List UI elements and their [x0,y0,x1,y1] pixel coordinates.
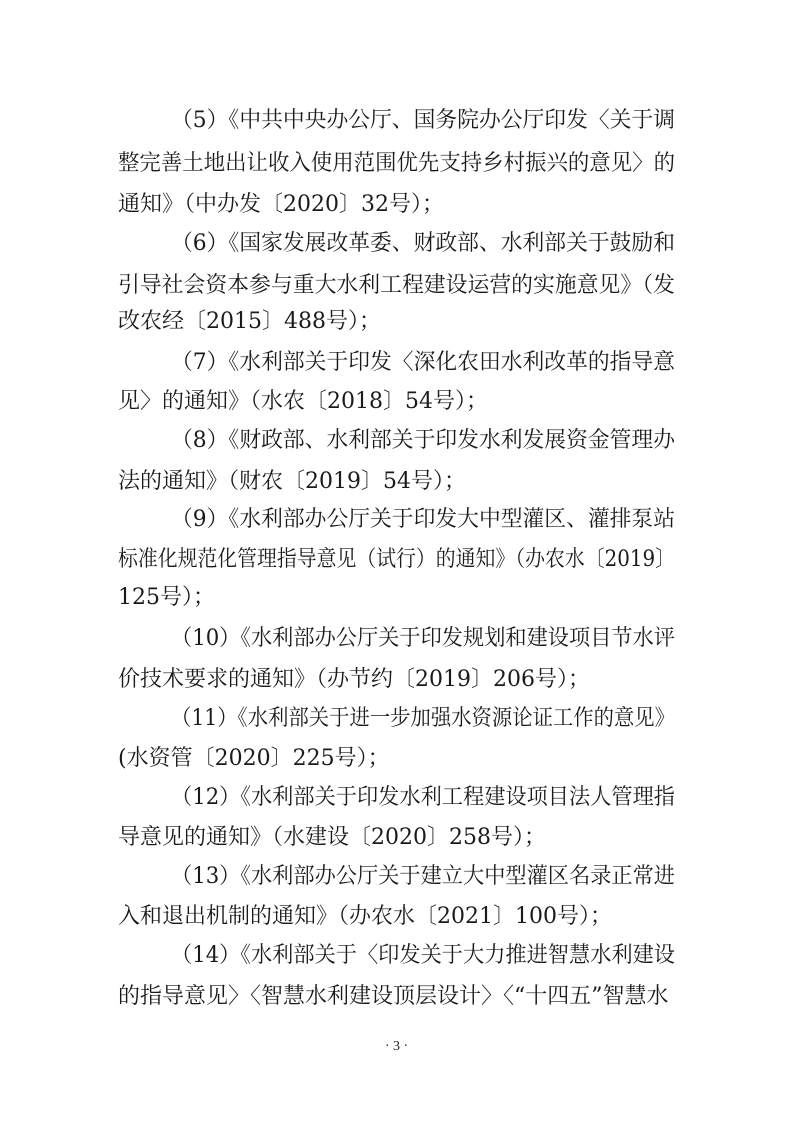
text-line-1 [0,101,793,141]
text-line-8 [0,382,793,422]
text-line-20 [0,857,793,897]
text-line: 改农经〔2015〕488号）； [118,309,381,334]
text-line-5 [0,266,793,306]
text-line-23 [0,977,793,1017]
text-line-22 [0,936,793,976]
text-line: （14）《水利部关于〈印发关于大力推进智慧水利建设 [171,943,675,968]
text-line: （10）《水利部办公厅关于印发规划和建设项目节水评 [171,626,675,651]
text-line: （9）《水利部办公厅关于印发大中型灌区、灌排泵站 [171,507,675,532]
text-line: 见〉的通知》（水农〔2018〕54号）； [118,389,488,414]
text-line: 的指导意见〉〈智慧水利建设顶层设计〉〈“十四五”智慧水 [118,984,669,1009]
text-line-19 [0,818,793,858]
text-line-14 [0,619,793,659]
text-line: （12）《水利部关于印发水利工程建设项目法人管理指 [171,785,675,810]
text-line: 标准化规范化管理指导意见（试行）的通知》（办农水〔2019〕 [118,547,675,572]
text-line: （6）《国家发展改革委、财政部、水利部关于鼓励和 [171,231,675,256]
text-line: 价技术要求的通知》（办节约〔2019〕206号）； [118,667,590,692]
text-line-2 [0,144,793,184]
text-line-13 [0,578,793,618]
text-line-16 [0,699,793,739]
text-line: 通知》（中办发〔2020〕32号）； [118,192,444,217]
text-line: 法的通知》（财农〔2019〕54号）； [118,469,466,494]
text-line: （13）《水利部办公厅关于建立大中型灌区名录正常进 [171,864,675,889]
text-line: （5）《中共中央办公厅、国务院办公厅印发〈关于调 [171,108,675,133]
text-line-3 [0,185,793,225]
text-line-10 [0,462,793,502]
text-line-17 [0,739,793,779]
text-line: 入和退出机制的通知》（办农水〔2021〕100号）； [118,904,612,929]
text-line-21 [0,897,793,937]
text-line-4 [0,224,793,264]
page-number: · 3 · [384,1039,409,1054]
text-line-7 [0,343,793,383]
text-line-6 [0,302,793,342]
text-line: (水资管〔2020〕225号）； [118,746,390,771]
text-line: 导意见的通知》（水建设〔2020〕258号）； [118,825,546,850]
text-line-12 [0,540,793,580]
text-line-15 [0,660,793,700]
text-line: （11）《水利部关于进一步加强水资源论证工作的意见》 [171,706,675,731]
text-line: （7）《水利部关于印发〈深化农田水利改革的指导意 [171,350,675,375]
text-line-9 [0,421,793,461]
text-line: （8）《财政部、水利部关于印发水利发展资金管理办 [171,428,675,453]
text-line-11 [0,500,793,540]
text-line: 125号）； [118,585,215,610]
text-line-18 [0,778,793,818]
text-line: 引导社会资本参与重大水利工程建设运营的实施意见》（发 [118,273,675,298]
text-line: 整完善土地出让收入使用范围优先支持乡村振兴的意见〉的 [118,151,675,176]
